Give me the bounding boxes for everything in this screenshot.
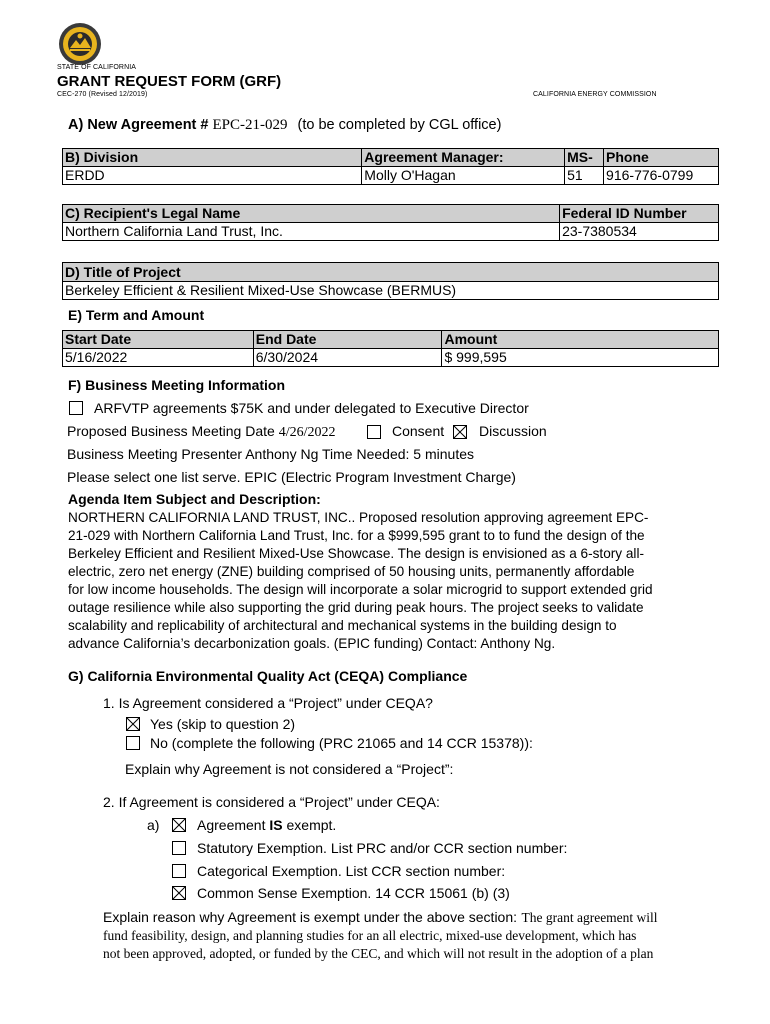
common-sense-exemption-label: Common Sense Exemption. 14 CCR 15061 (b) (3) — [197, 885, 510, 901]
recipient-name-header: C) Recipient's Legal Name — [63, 205, 560, 223]
agreement-exempt-bold: IS — [269, 817, 283, 833]
federal-id-value: 23-7380534 — [560, 223, 719, 241]
consent-checkbox[interactable] — [367, 425, 381, 439]
end-date-header: End Date — [253, 331, 442, 349]
ceqa-question-1: 1. Is Agreement considered a “Project” under CEQA? — [103, 695, 433, 711]
new-agreement-number: EPC-21-029 — [212, 117, 288, 133]
form-title: GRANT REQUEST FORM (GRF) — [57, 73, 282, 90]
phone-value: 916-776-0799 — [604, 167, 719, 185]
division-table — [62, 148, 719, 185]
agenda-line: electric, zero net energy (ZNE) building comprised of 50 housing units, permanently affordable — [68, 564, 635, 579]
exempt-explain-line: not been approved, adopted, or funded by the CEC, and which will not result in the adoption of a plan — [103, 946, 654, 961]
amount-header: Amount — [442, 331, 719, 349]
consent-label: Consent — [392, 423, 445, 439]
project-title-header: D) Title of Project — [63, 263, 719, 282]
federal-id-header: Federal ID Number — [560, 205, 719, 223]
ceqa-yes-label: Yes (skip to question 2) — [150, 716, 296, 732]
agreement-exempt-post: exempt. — [282, 817, 337, 833]
business-meeting-title: F) Business Meeting Information — [68, 377, 286, 393]
arfvtp-label: ARFVTP agreements $75K and under delegated to Executive Director — [94, 400, 529, 416]
end-date-value: 6/30/2024 — [253, 349, 442, 367]
categorical-exemption-label: Categorical Exemption. List CCR section number: — [197, 863, 506, 879]
meeting-date-line — [67, 423, 335, 441]
checkbox-x-mark-icon — [173, 887, 185, 899]
meeting-date-value: 4/26/2022 — [278, 425, 336, 440]
division-value: ERDD — [63, 167, 362, 185]
recipient-name-value: Northern California Land Trust, Inc. — [63, 223, 560, 241]
start-date-value: 5/16/2022 — [63, 349, 254, 367]
list-serve-line: Please select one list serve. EPIC (Electric Program Investment Charge) — [67, 469, 516, 485]
meeting-date-label: Proposed Business Meeting Date — [67, 423, 275, 439]
discussion-label: Discussion — [479, 423, 547, 439]
agreement-exempt-checkbox[interactable] — [172, 818, 186, 832]
division-header: B) Division — [63, 149, 362, 167]
section-a-note: (to be completed by CGL office) — [297, 117, 502, 133]
section-a-label: A) New Agreement # — [68, 117, 209, 133]
term-amount-title: E) Term and Amount — [68, 307, 205, 323]
statutory-exemption-checkbox[interactable] — [172, 841, 186, 855]
ceqa-no-checkbox[interactable] — [126, 736, 140, 750]
agenda-title: Agenda Item Subject and Description: — [68, 491, 321, 507]
ceqa-q2a-prefix: a) — [147, 817, 160, 833]
agenda-description — [68, 509, 728, 653]
agreement-manager-value: Molly O'Hagan — [362, 167, 565, 185]
checkbox-x-mark-icon — [173, 819, 185, 831]
agenda-line: NORTHERN CALIFORNIA LAND TRUST, INC.. Proposed resolution approving agreement EPC- — [68, 510, 649, 525]
ceqa-yes-checkbox[interactable] — [126, 717, 140, 731]
arfvtp-checkbox[interactable] — [69, 401, 83, 415]
checkbox-x-mark-icon — [127, 718, 139, 730]
ceqa-title: G) California Environmental Quality Act (CEQA) Compliance — [68, 668, 468, 684]
agenda-line: scalability and replicability of architectural and mechanical systems in the building design to — [68, 618, 617, 633]
form-number: CEC-270 (Revised 12/2019) — [57, 91, 148, 98]
agenda-line: outage resilience while also supporting the grid during peak hours. The project seeks to validate — [68, 600, 644, 615]
discussion-checkbox[interactable] — [453, 425, 467, 439]
phone-header: Phone — [604, 149, 719, 167]
agenda-line: for low income households. The design will incorporate a solar microgrid to support extended grid — [68, 582, 653, 597]
amount-value: $ 999,595 — [442, 349, 719, 367]
presenter-line: Business Meeting Presenter Anthony Ng Time Needed: 5 minutes — [67, 446, 474, 462]
ceqa-no-label: No (complete the following (PRC 21065 and 14 CCR 15378)): — [150, 735, 533, 751]
exempt-explain-line: The grant agreement will — [521, 910, 658, 925]
categorical-exemption-checkbox[interactable] — [172, 864, 186, 878]
common-sense-exemption-checkbox[interactable] — [172, 886, 186, 900]
project-title-value: Berkeley Efficient & Resilient Mixed-Use Showcase (BERMUS) — [63, 282, 719, 300]
exempt-explain-line: fund feasibility, design, and planning studies for an all electric, mixed-use development, which has — [103, 928, 637, 943]
agreement-exempt-pre: Agreement — [197, 817, 270, 833]
exempt-explanation — [103, 908, 733, 963]
state-label: STATE OF CALIFORNIA — [57, 64, 137, 71]
checkbox-x-mark-icon — [454, 426, 466, 438]
ceqa-question-2: 2. If Agreement is considered a “Project” under CEQA: — [103, 794, 440, 810]
california-energy-commission-seal-icon — [58, 22, 102, 66]
start-date-header: Start Date — [63, 331, 254, 349]
exempt-explain-label: Explain reason why Agreement is exempt under the above section: — [103, 909, 518, 925]
ceqa-not-project-explain: Explain why Agreement is not considered a “Project”: — [125, 761, 454, 777]
recipient-table — [62, 204, 719, 241]
agency-label: CALIFORNIA ENERGY COMMISSION — [533, 91, 657, 98]
statutory-exemption-label: Statutory Exemption. List PRC and/or CCR section number: — [197, 840, 568, 856]
agreement-manager-header: Agreement Manager: — [362, 149, 565, 167]
ms-header: MS- — [565, 149, 604, 167]
ms-value: 51 — [565, 167, 604, 185]
section-a-line — [68, 117, 501, 134]
agreement-exempt-label — [197, 817, 336, 833]
agenda-line: Berkeley Efficient and Resilient Mixed-Use Showcase. The design is envisioned as a 6-story all- — [68, 546, 645, 561]
term-amount-table — [62, 330, 719, 367]
agenda-line: advance California’s decarbonization goals. (EPIC funding) Contact: Anthony Ng. — [68, 636, 556, 651]
project-title-table — [62, 262, 719, 300]
agenda-line: 21-029 with Northern California Land Trust, Inc. for a $999,595 grant to to fund the design of the — [68, 528, 645, 543]
